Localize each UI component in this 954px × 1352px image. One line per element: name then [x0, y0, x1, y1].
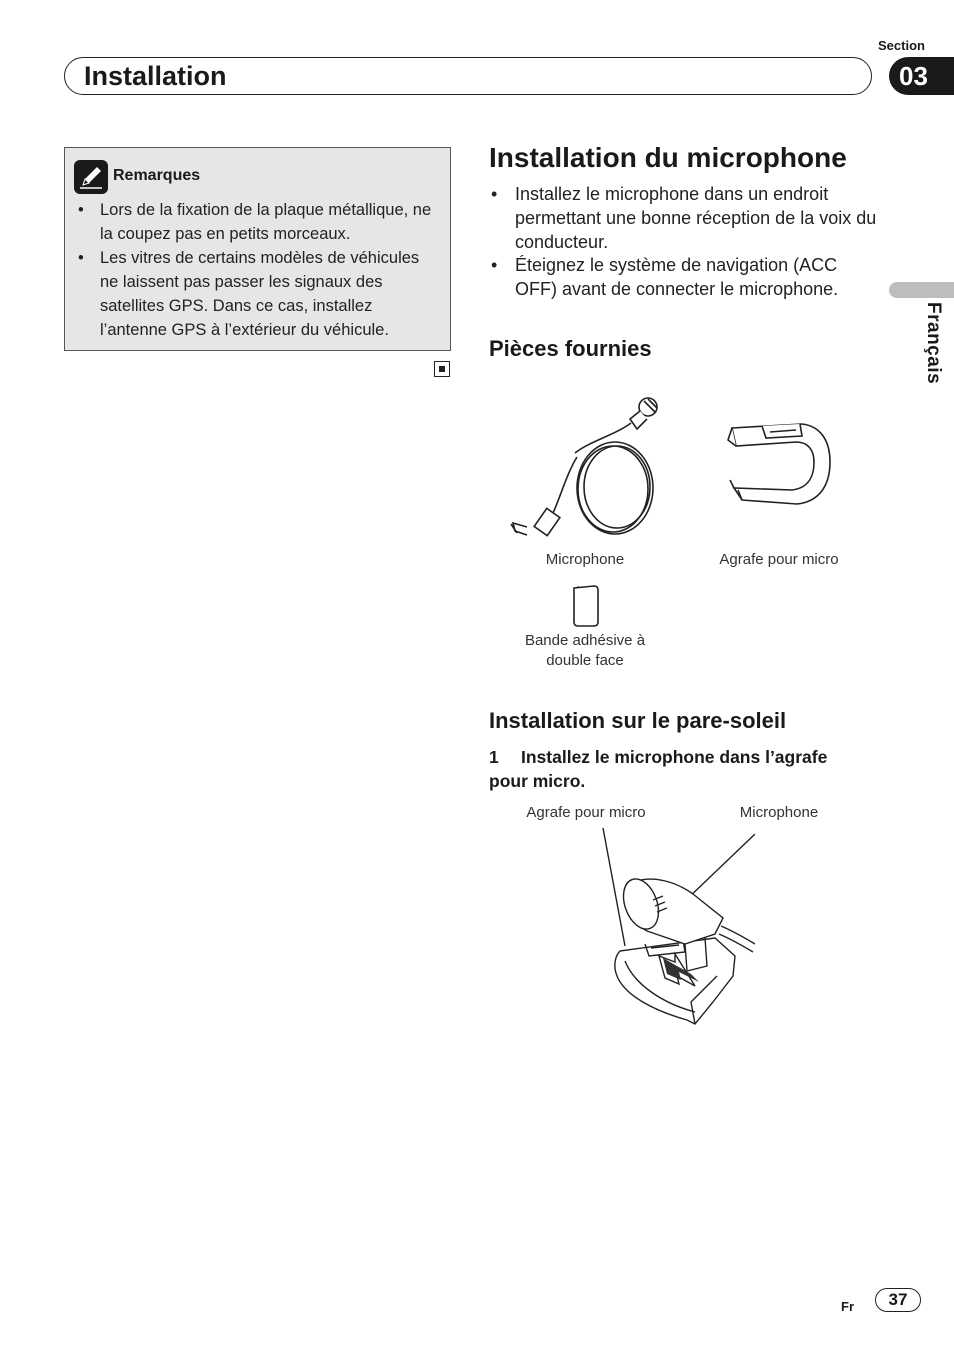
section-label: Section	[878, 38, 925, 53]
page-title: Installation	[84, 61, 227, 91]
caption-tape-line1: Bande adhésive à	[524, 632, 646, 649]
step-item	[489, 745, 869, 793]
step-number: 1	[489, 747, 499, 767]
label-microphone: Microphone	[739, 804, 819, 821]
bullet-text: Éteignez le système de navigation (ACC OFF) avant de connecter le microphone.	[515, 255, 839, 299]
caption-tape-line2: double face	[546, 652, 624, 669]
bullet-text: Installez le microphone dans un endroit permettant une bonne réception de la voix du conducteur.	[515, 184, 877, 252]
adhesive-tape-illustration	[570, 584, 602, 628]
note-text: Les vitres de certains modèles de véhicules ne laissent pas passer les signaux des satellites GPS. Dans ce cas, installez l’antenne GPS à l’extérieur du véhicule.	[100, 249, 420, 339]
mic-clip-illustration	[722, 418, 837, 510]
caption-clip: Agrafe pour micro	[719, 551, 839, 568]
microphone-illustration	[505, 393, 670, 543]
label-clip: Agrafe pour micro	[526, 804, 646, 821]
language-code: Fr	[841, 1299, 854, 1314]
pencil-icon	[74, 160, 108, 194]
notes-title: Remarques	[113, 167, 201, 184]
caption-microphone: Microphone	[545, 551, 625, 568]
note-item: • Les vitres de certains modèles de véhicules ne laissent pas passer les signaux des satellites GPS. Dans ce cas, installez l’antenne GPS à l’extérieur du véhicule.	[78, 246, 438, 342]
end-mark-icon	[434, 361, 450, 377]
section-number-badge: 03	[889, 57, 954, 95]
note-text: Lors de la fixation de la plaque métallique, ne la coupez pas en petits morceaux.	[100, 201, 432, 243]
step-text: Installez le microphone dans l’agrafe pour micro.	[489, 747, 828, 791]
sunvisor-heading: Installation sur le pare-soleil	[489, 708, 787, 733]
side-tab-bar	[889, 282, 954, 298]
list-item: • Installez le microphone dans un endroit permettant une bonne réception de la voix du conducteur.	[491, 184, 877, 252]
main-heading: Installation du microphone	[489, 142, 847, 173]
page-number: 37	[875, 1288, 921, 1312]
note-item: • Lors de la fixation de la plaque métallique, ne la coupez pas en petits morceaux.	[78, 198, 438, 246]
parts-heading: Pièces fournies	[489, 336, 652, 361]
language-tab: Français	[923, 302, 944, 385]
list-item: • Éteignez le système de navigation (ACC OFF) avant de connecter le microphone.	[489, 253, 879, 301]
mic-in-clip-illustration	[595, 826, 755, 1031]
